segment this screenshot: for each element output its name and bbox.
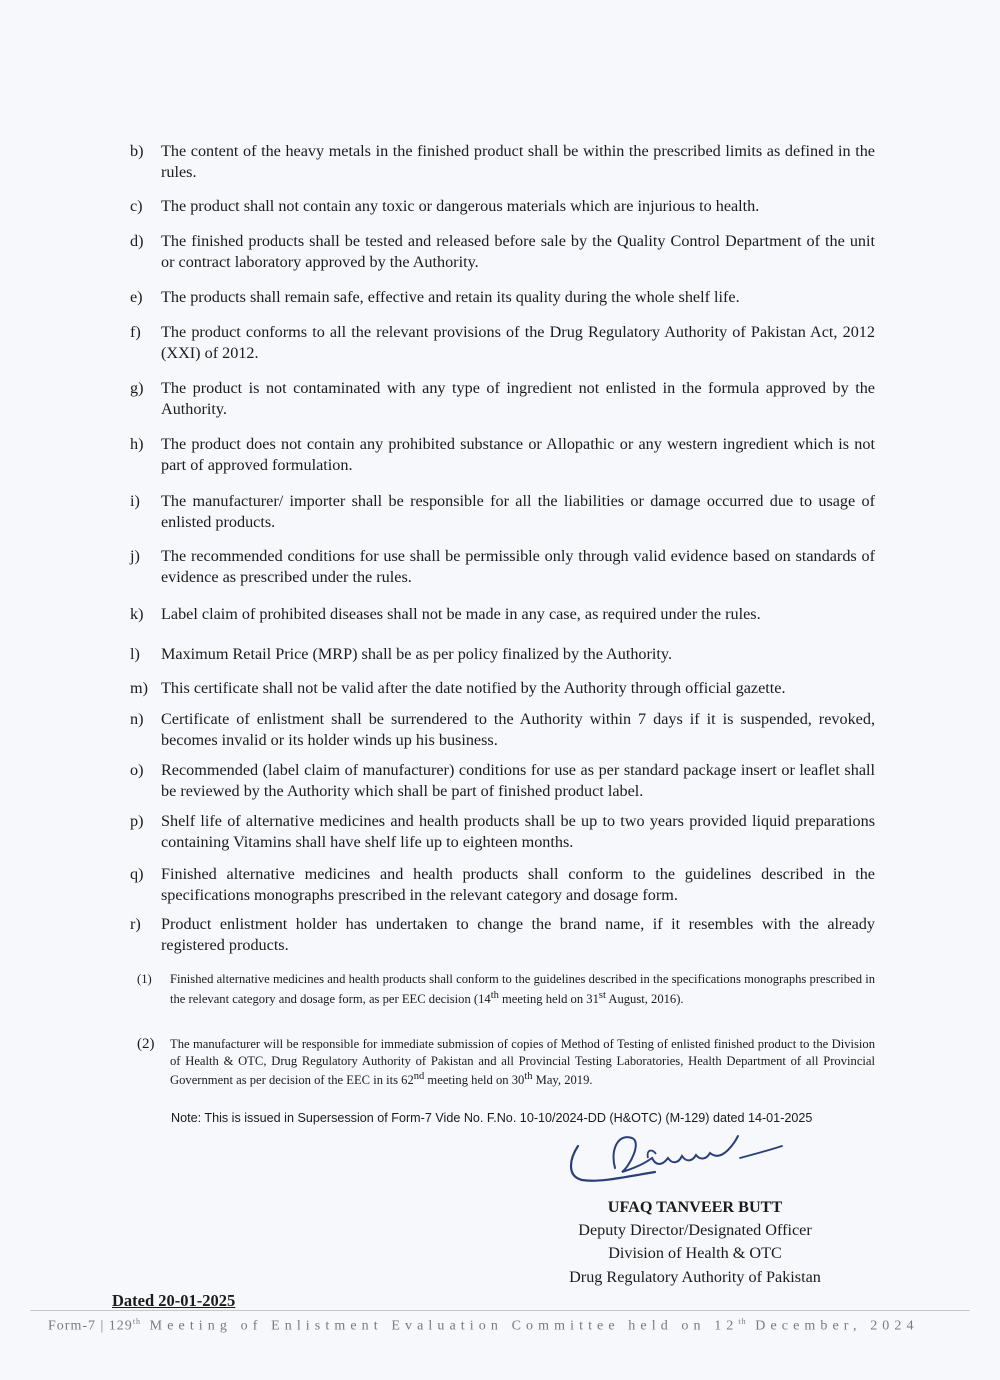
note-text xyxy=(170,971,875,1007)
condition-label: c) xyxy=(130,197,143,215)
signatory-name: UFAQ TANVEER BUTT xyxy=(607,1198,783,1216)
condition-label: f) xyxy=(130,323,141,341)
note-text-part: Finished alternative medicines and health products shall conform to the guidelines described in the specifications monographs prescribed in the relevant category and dosage form, as per EEC decision (14 xyxy=(170,972,875,1006)
condition-item xyxy=(130,644,875,665)
condition-label: r) xyxy=(130,915,141,933)
condition-text: The product is not contaminated with any type of ingredient not enlisted in the formula approved by the Authority. xyxy=(161,379,875,418)
footer-date: December, 2024 xyxy=(746,1318,919,1334)
condition-item xyxy=(130,864,875,905)
page-footer xyxy=(48,1317,948,1335)
condition-item xyxy=(130,378,875,419)
note-text-part: meeting held on 30 xyxy=(424,1073,525,1088)
condition-label: e) xyxy=(130,288,143,306)
supersession-note: Note: This is issued in Supersession of Form-7 Vide No. F.No. 10-10/2024-DD (H&OTC) (M-129) dated 14-01-2025 xyxy=(171,1111,813,1125)
condition-label: n) xyxy=(130,710,144,728)
condition-label: j) xyxy=(130,547,140,565)
numbered-note xyxy=(137,971,875,1007)
condition-item xyxy=(130,760,875,801)
footer-divider xyxy=(30,1310,970,1311)
condition-text: The product does not contain any prohibited substance or Allopathic or any western ingredient which is not part of approved formulation. xyxy=(161,435,875,474)
condition-label: b) xyxy=(130,142,144,160)
condition-item xyxy=(130,709,875,750)
condition-label: q) xyxy=(130,865,144,883)
condition-text: Shelf life of alternative medicines and health products shall be up to two years provided liquid preparations containing Vitamins shall have shelf life up to eighteen months. xyxy=(161,812,875,851)
condition-text: The product shall not contain any toxic or dangerous materials which are injurious to health. xyxy=(161,197,760,215)
note-label: (2) xyxy=(137,1036,155,1052)
signatory-division: Division of Health & OTC xyxy=(608,1244,782,1262)
condition-label: i) xyxy=(130,492,140,510)
condition-text: This certificate shall not be valid after the date notified by the Authority through official gazette. xyxy=(161,679,786,697)
condition-text: Product enlistment holder has undertaken to change the brand name, if it resembles with the already registered products. xyxy=(161,915,875,954)
condition-label: l) xyxy=(130,645,140,663)
note-text-part: May, 2019. xyxy=(532,1073,593,1088)
issue-date: Dated 20-01-2025 xyxy=(112,1291,236,1310)
condition-text: The recommended conditions for use shall be permissible only through valid evidence based on standards of evidence as prescribed under the rules. xyxy=(161,547,875,586)
condition-label: k) xyxy=(130,605,144,623)
ordinal-superscript: th xyxy=(524,1071,533,1082)
condition-label: g) xyxy=(130,379,144,397)
condition-item xyxy=(130,287,875,308)
footer-date-sup: th xyxy=(738,1317,747,1326)
condition-text: The manufacturer/ importer shall be responsible for all the liabilities or damage occurred due to usage of enlisted products. xyxy=(161,492,875,531)
note-text-part: August, 2016). xyxy=(605,991,684,1006)
condition-text: Maximum Retail Price (MRP) shall be as per policy finalized by the Authority. xyxy=(161,645,673,663)
condition-item xyxy=(130,141,875,182)
ordinal-superscript: st xyxy=(598,989,606,1001)
footer-meeting: Meeting of Enlistment Evaluation Committee held on 12 xyxy=(141,1318,739,1334)
condition-item xyxy=(130,196,875,217)
note-text-part: The manufacturer will be responsible for immediate submission of copies of Method of Testing of enlisted finished product to the Division of Health & OTC, Drug Regulatory Authority of Pakistan and all Provincial Testing Laboratories, Health Department of all Provincial Government as per decision of the EEC in its 62 xyxy=(170,1037,875,1088)
note-text-part: meeting held on 31 xyxy=(498,991,599,1006)
note-text xyxy=(170,1036,875,1089)
ordinal-superscript: nd xyxy=(413,1071,425,1082)
condition-text: The finished products shall be tested and released before sale by the Quality Control Department of the unit or contract laboratory approved by the Authority. xyxy=(161,232,875,271)
handwritten-signature xyxy=(560,1128,820,1198)
condition-text: The product conforms to all the relevant provisions of the Drug Regulatory Authority of Pakistan Act, 2012 (XXI) of 2012. xyxy=(161,323,875,362)
condition-label: h) xyxy=(130,435,144,453)
condition-item xyxy=(130,231,875,272)
condition-text: Recommended (label claim of manufacturer) conditions for use as per standard package insert or leaflet shall be reviewed by the Authority which shall be part of finished product label. xyxy=(161,761,875,800)
condition-text: Label claim of prohibited diseases shall not be made in any case, as required under the rules. xyxy=(161,605,761,623)
condition-item xyxy=(130,811,875,852)
numbered-note xyxy=(137,1036,875,1089)
condition-item xyxy=(130,491,875,532)
condition-text: The products shall remain safe, effective and retain its quality during the whole shelf life. xyxy=(161,288,740,306)
note-label: (1) xyxy=(137,972,152,986)
condition-item xyxy=(130,434,875,475)
condition-item xyxy=(130,678,875,699)
condition-label: m) xyxy=(130,679,148,697)
ordinal-superscript: th xyxy=(490,989,499,1001)
footer-form-sup: th xyxy=(132,1317,142,1326)
condition-text: Finished alternative medicines and health products shall conform to the guidelines described in the specifications monographs prescribed in the relevant category and dosage form. xyxy=(161,865,875,904)
condition-item xyxy=(130,546,875,587)
condition-item xyxy=(130,604,875,625)
condition-item xyxy=(130,914,875,955)
condition-item xyxy=(130,322,875,363)
condition-label: p) xyxy=(130,812,144,830)
condition-text: The content of the heavy metals in the finished product shall be within the prescribed limits as defined in the rules. xyxy=(161,142,875,181)
signatory-designation: Deputy Director/Designated Officer xyxy=(578,1221,812,1239)
condition-label: o) xyxy=(130,761,144,779)
signatory-organization: Drug Regulatory Authority of Pakistan xyxy=(569,1268,821,1286)
condition-label: d) xyxy=(130,232,144,250)
condition-text: Certificate of enlistment shall be surrendered to the Authority within 7 days if it is suspended, revoked, becomes invalid or its holder winds up his business. xyxy=(161,710,875,749)
footer-form: Form-7 | 129 xyxy=(48,1318,133,1334)
